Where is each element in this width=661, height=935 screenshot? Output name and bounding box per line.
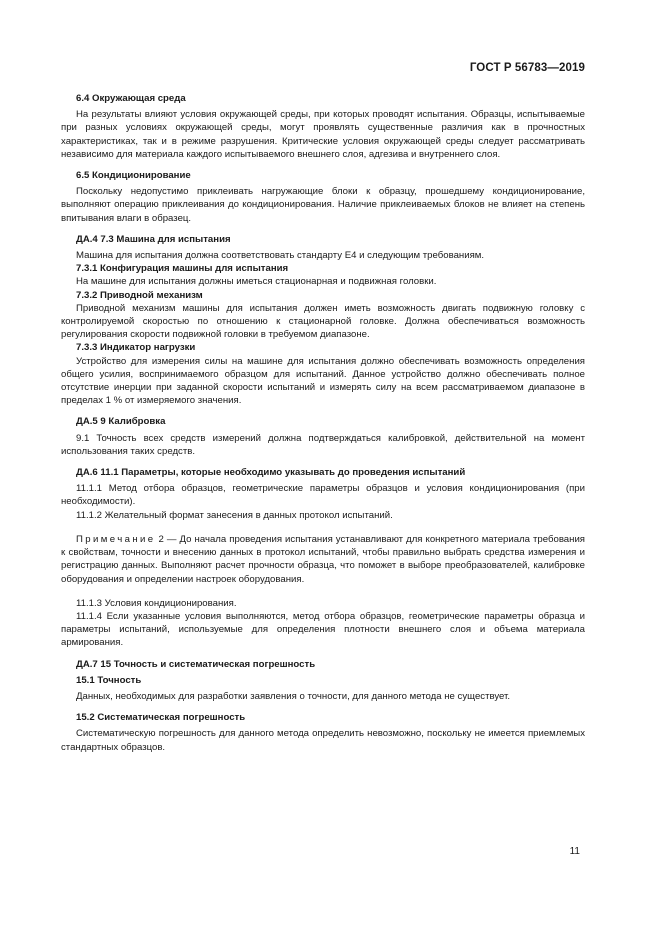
paragraph: На результаты влияют условия окружающей среды, при которых проводят испытания. Образцы, испытываемые при разных условиях окружающей среды, могут проявлять существенные различия как в прочностных характеристиках, так и в режиме разрушения. Критические условия окружающей среды следует рассматривать независимо для материала каждого испытываемого внешнего слоя, адгезива и внутреннего слоя.	[61, 109, 585, 160]
section-heading: 6.4 Окружающая среда	[76, 93, 186, 104]
section-heading: ДА.4 7.3 Машина для испытания	[76, 233, 231, 245]
section-heading: 6.5 Кондиционирование	[76, 170, 191, 182]
paragraph: 11.1.1 Метод отбора образцов, геометрические параметры образцов и условия кондиционирования (при необходимости).	[61, 483, 585, 508]
note-label: Примечание	[76, 533, 156, 545]
note	[61, 533, 585, 586]
paragraph: 11.1.2 Желательный формат занесения в данных протокол испытаний.	[76, 509, 393, 521]
section-heading: ДА.5 9 Калибровка	[76, 416, 166, 428]
subsection-heading: 7.3.3 Индикатор нагрузки	[76, 342, 196, 354]
paragraph: Машина для испытания должна соответствовать стандарту Е4 и следующим требованиям.	[76, 250, 485, 262]
paragraph: Устройство для измерения силы на машине для испытания должно обеспечивать возможность определения общего усилия, воспринимаемого образцом для испытаний. Данное устройство должно обеспечивать полное отсутствие инерции при заданной скорости испытаний и измерять силу на всем рассматриваемом диапазоне в пределах 1 % от измеряемого значения.	[61, 355, 585, 407]
subsection-heading: 15.2 Систематическая погрешность	[76, 712, 246, 724]
subsection-heading: 7.3.2 Приводной механизм	[76, 289, 203, 301]
page-number: 11	[569, 846, 580, 857]
paragraph: На машине для испытания должны иметься стационарная и подвижная головки.	[76, 276, 437, 288]
paragraph: Данных, необходимых для разработки заявления о точности, для данного метода не существует.	[76, 690, 511, 702]
standard-header: ГОСТ Р 56783—2019	[469, 62, 585, 74]
paragraph: 11.1.3 Условия кондиционирования.	[76, 597, 237, 609]
subsection-heading: 15.1 Точность	[76, 674, 142, 686]
document-body	[61, 92, 585, 754]
subsection-heading: 7.3.1 Конфигурация машины для испытания	[76, 263, 289, 275]
section-heading: ДА.6 11.1 Параметры, которые необходимо указывать до проведения испытаний	[76, 467, 466, 479]
paragraph: Приводной механизм машины для испытания должен иметь возможность двигать подвижную головку с контролируемой скоростью по отношению к стационарной головке. Должна обеспечиваться возможность регулирования скорости подвижной головки в требуемом диапазоне.	[61, 302, 585, 341]
paragraph: 11.1.4 Если указанные условия выполняются, метод отбора образцов, геометрические параметры образца и параметры испытаний, используемые для определения плотности внешнего слоя и объема материала армирования.	[61, 610, 585, 649]
paragraph: Поскольку недопустимо приклеивать нагружающие блоки к образцу, прошедшему кондиционирование, выполняют операцию приклеивания до кондиционирования. Наличие приклеиваемых блоков не влияет на степень впитывания влаги в образец.	[61, 186, 585, 224]
paragraph: Систематическую погрешность для данного метода определить невозможно, поскольку не имеется приемлемых стандартных образцов.	[61, 728, 585, 753]
note-text: 2 — До начала проведения испытания устанавливают для конкретного материала требования к свойствам, точности и внесению данных в протокол испытаний, чтобы правильно выбрать средства измерения и регистрацию данных. Выполняют расчет прочности образца, что поможет в выборе преобразователей, калибровке оборудования и определении настроек оборудования.	[61, 533, 585, 585]
section-heading: ДА.7 15 Точность и систематическая погрешность	[76, 658, 316, 670]
paragraph: 9.1 Точность всех средств измерений должна подтверждаться калибровкой, действительной на момент использования таких средств.	[61, 432, 585, 457]
